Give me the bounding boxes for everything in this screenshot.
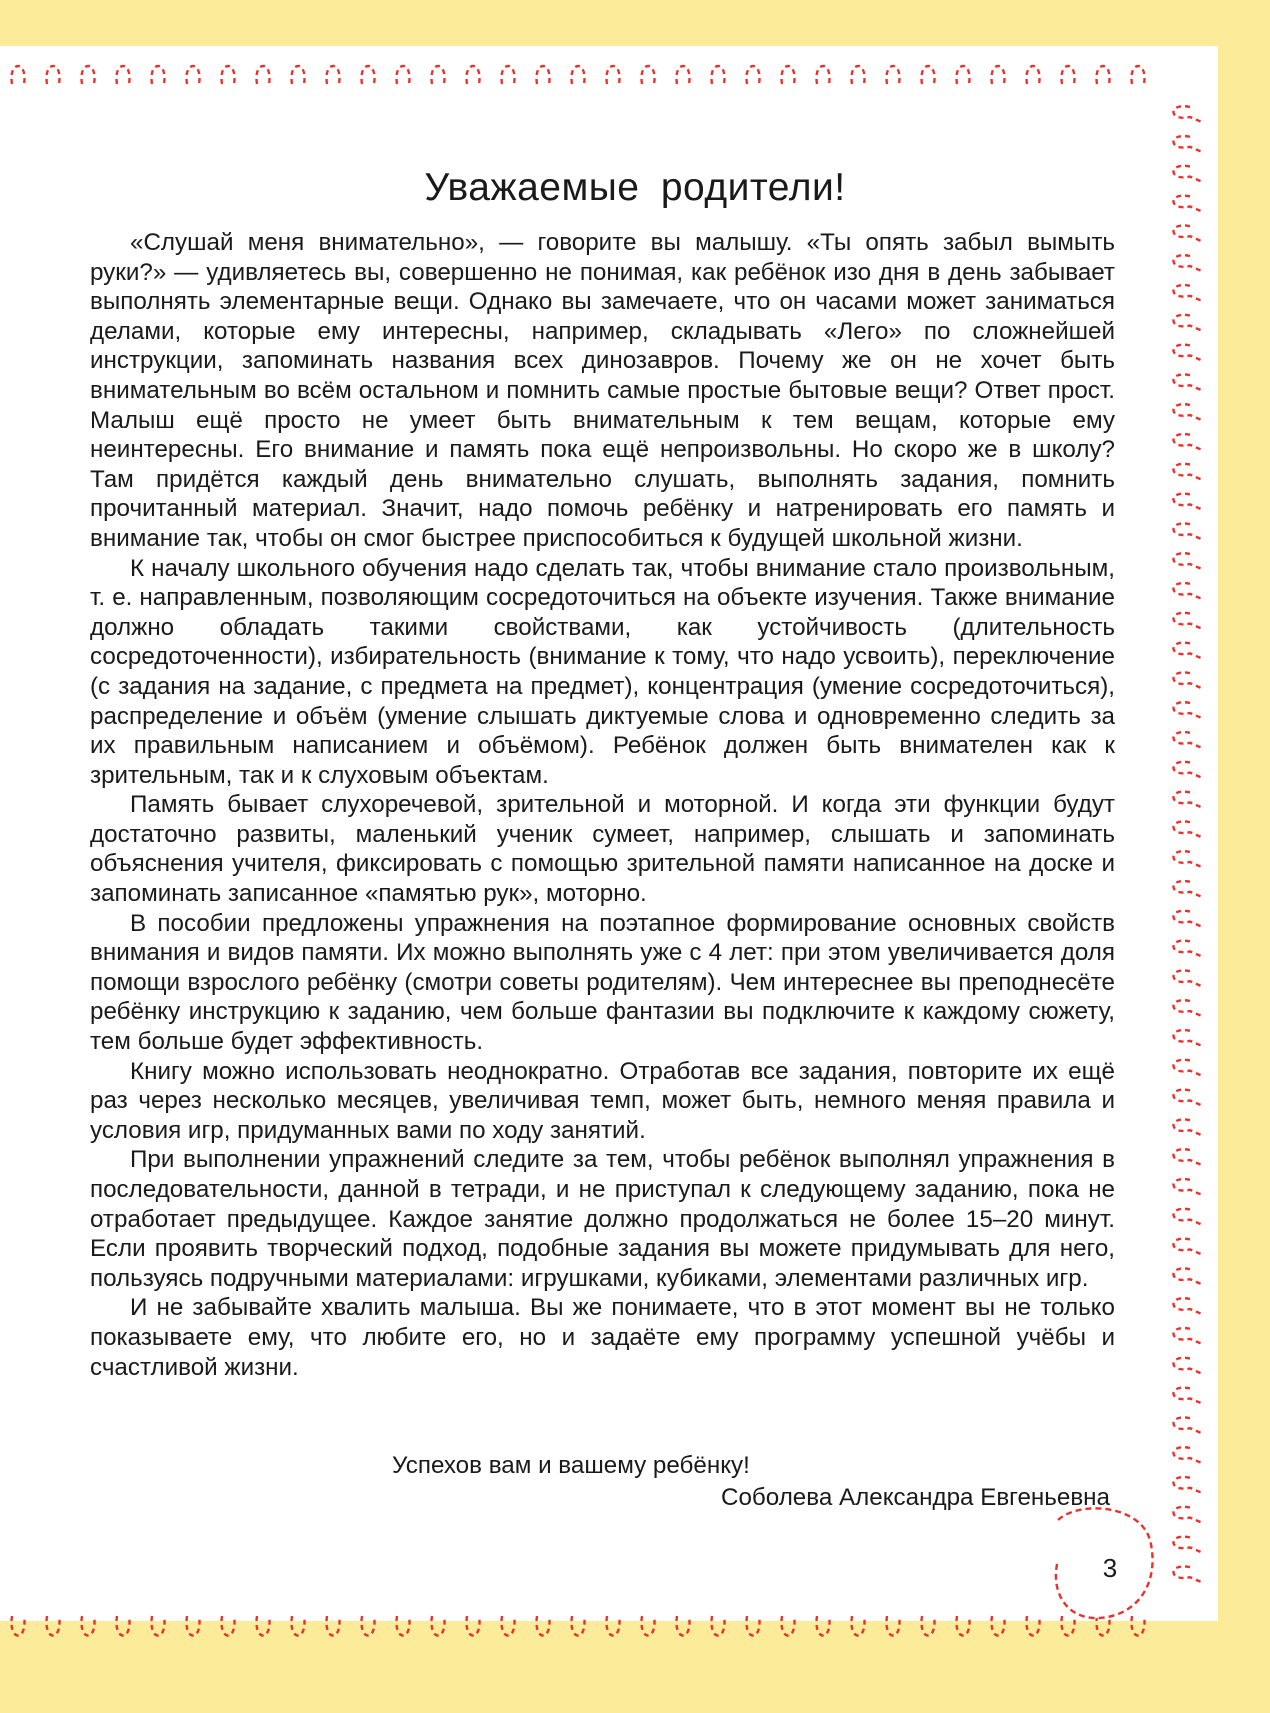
page-title: Уважаемые родители! [424, 166, 846, 209]
paragraph: К началу школьного обучения надо сделать так, чтобы внимание стало произвольным, т. е. направленным, позволяющим сосредоточиться на объекте изучения. Также внимание должно обладать такими свойствами, как устойчивость (длительность сосредоточенности), избирательность (внимание к тому, что надо усвоить), переключение (с задания на задание, с предмета на предмет), концентрация (умение сосредоточиться), распределение и объём (умение слышать диктуемые слова и одновременно следить за их правильным написанием и объёмом). Ребёнок должен быть внимателен как к зрительным, так и к слуховым объектам. [90, 554, 1115, 789]
closing-wish: Успехов вам и вашему ребёнку! [392, 1452, 750, 1479]
paragraph: «Слушай меня внимательно», — говорите вы малышу. «Ты опять забыл вымыть руки?» — удивляетесь вы, совершенно не понимая, как ребёнок изо дня в день забывает выполнять элементарные вещи. Однако вы замечаете, что он часами может заниматься делами, которые ему интересны, например, складывать «Лего» по сложнейшей инструкции, запоминать названия всех динозавров. Почему же он не хочет быть внимательным во всём остальном и помнить самые простые бытовые вещи? Ответ прост. Малыш ещё просто не умеет быть внимательным к тем вещам, которые ему неинтересны. Его внимание и память пока ещё непроизвольны. Но скоро же в школу? Там придётся каждый день внимательно слушать, выполнять задания, помнить прочитанный материал. Значит, надо помочь ребёнку и натренировать его память и внимание так, чтобы он смог быстрее приспособиться к будущей школьной жизни. [90, 229, 1115, 552]
page-number: 3 [1102, 1552, 1118, 1583]
letter-body [90, 228, 1115, 1382]
author-signature: Соболева Александра Евгеньевна [721, 1484, 1110, 1511]
paragraph: Книгу можно использовать неоднократно. Отработав все задания, повторите их ещё раз через несколько месяцев, увеличивая темп, может быть, немного меняя правила и условия игр, придуманных вами по ходу занятий. [90, 1057, 1115, 1144]
paragraph: Память бывает слухоречевой, зрительной и моторной. И когда эти функции будут достаточно развиты, маленький ученик сумеет, например, слышать и запоминать объяснения учителя, фиксировать с помощью зрительной памяти написанное на доске и запоминать записанное «памятью рук», моторно. [90, 791, 1115, 908]
paragraph: При выполнении упражнений следите за тем, чтобы ребёнок выполнял упражнения в последовательности, данной в тетради, и не приступал к следующему заданию, пока не отработает предыдущее. Каждое занятие должно продолжаться не более 15–20 минут. Если проявить творческий подход, подобные задания вы можете придумывать для него, пользуясь подручными материалами: игрушками, кубиками, элементами различных игр. [90, 1146, 1115, 1292]
paragraph: В пособии предложены упражнения на поэтапное формирование основных свойств внимания и видов памяти. Их можно выполнять уже с 4 лет: при этом увеличивается доля помощи взрослого ребёнку (смотри советы родителям). Чем интереснее вы преподнесёте ребёнку инструкцию к заданию, чем больше фантазии вы подключите к каждому сюжету, тем больше будет эффективность. [90, 909, 1115, 1056]
paragraph: И не забывайте хвалить малыша. Вы же понимаете, что в этот момент вы не только показываете ему, что любите его, но и задаёте ему программу успешной учёбы и счастливой жизни. [90, 1294, 1115, 1381]
